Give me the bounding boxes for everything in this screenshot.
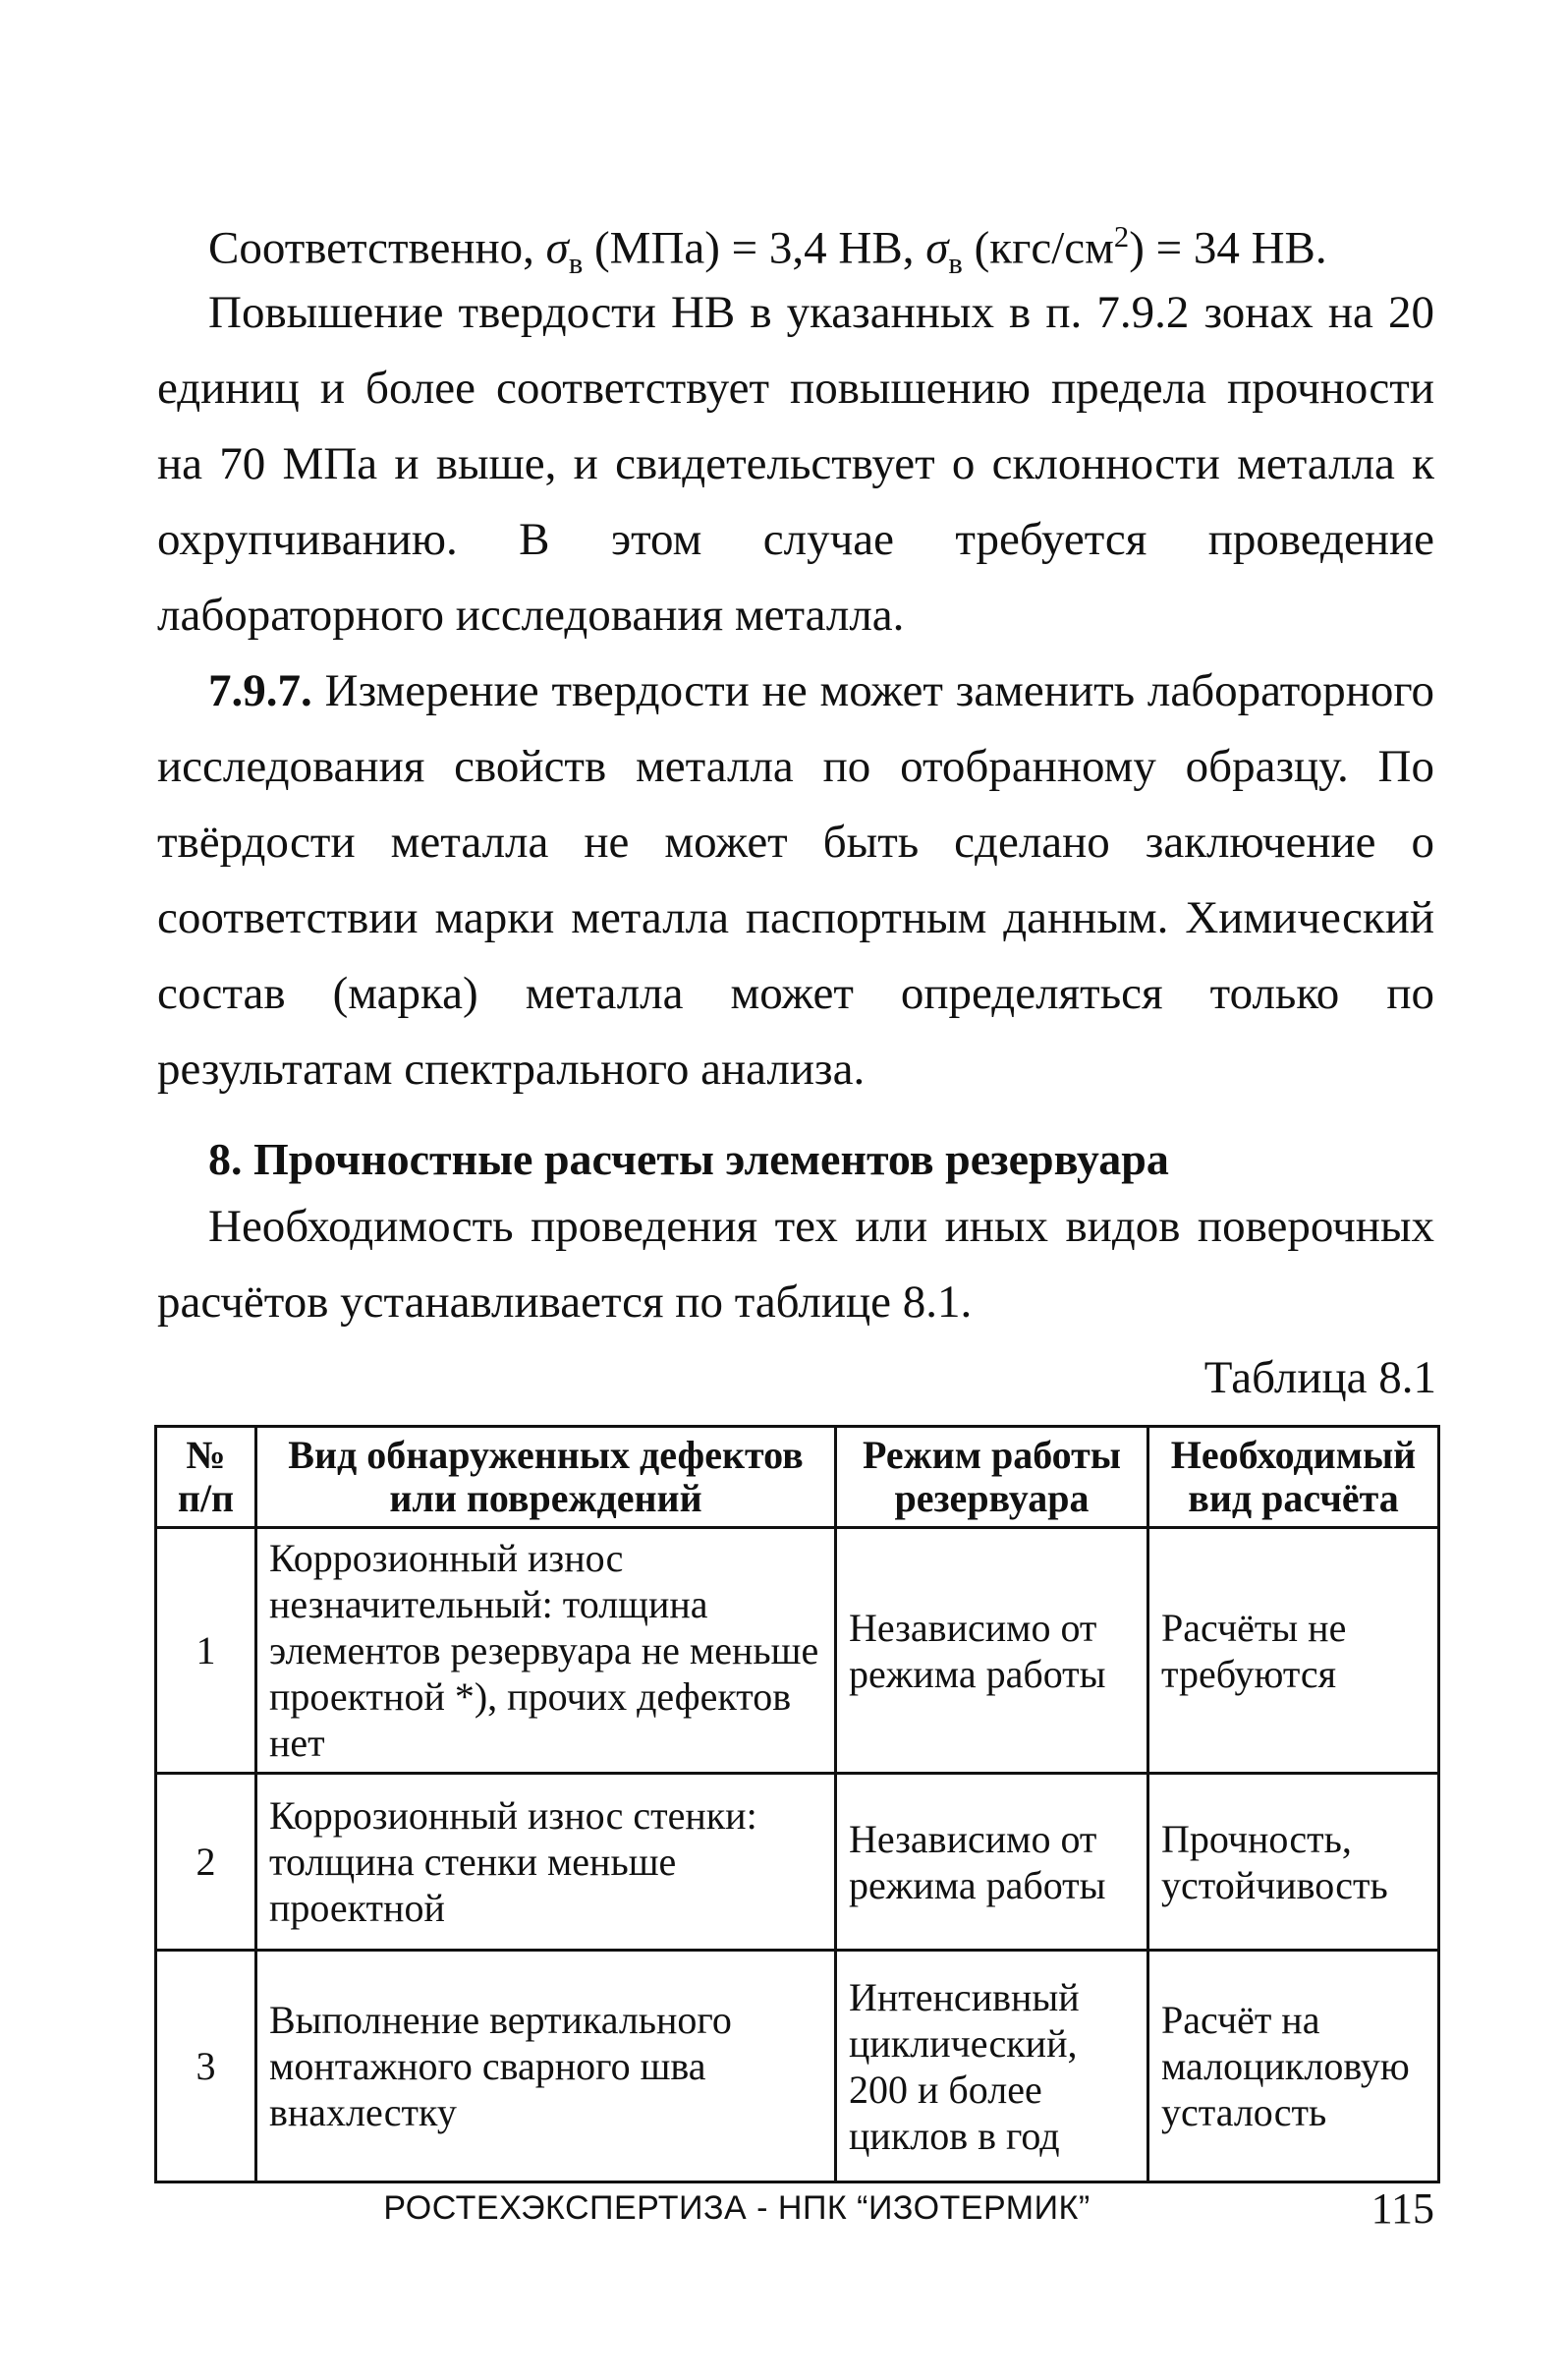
paragraph-table-intro xyxy=(157,1189,1434,1340)
formula-intro: Соответственно, xyxy=(208,222,546,274)
row-number: 1 xyxy=(156,1528,256,1774)
sigma-subscript: в xyxy=(948,247,963,281)
paragraph-7-9-7 xyxy=(157,653,1434,1107)
row-mode: Независимо от режима работы xyxy=(836,1528,1148,1774)
row-defect: Коррозионный износ стенки: толщина стенки меньше проектной xyxy=(256,1774,836,1951)
row-calc: Расчёт на малоцикловую усталость xyxy=(1148,1951,1439,2182)
row-number: 3 xyxy=(156,1951,256,2182)
header-number: № п/п xyxy=(156,1427,256,1528)
header-calculation-type: Необходимый вид расчёта xyxy=(1148,1427,1439,1528)
table-row xyxy=(156,1951,1439,2182)
sigma-symbol: σ xyxy=(545,222,569,274)
header-defect-type: Вид обнаруженных дефектов или повреждений xyxy=(256,1427,836,1528)
formula-mpa: (МПа) = 3,4 НВ, xyxy=(583,222,926,274)
table-header-row xyxy=(156,1427,1439,1528)
sigma-subscript: в xyxy=(568,247,584,281)
page-number: 115 xyxy=(1370,2184,1434,2233)
row-defect: Выполнение вертикального монтажного сварного шва внахлестку xyxy=(256,1951,836,2182)
footer-organization: РОСТЕХЭКСПЕРТИЗА - НПК “ИЗОТЕРМИК” xyxy=(383,2189,1091,2227)
clause-number: 7.9.7. xyxy=(208,665,312,716)
formula-kgs: (кгс/см xyxy=(962,222,1114,274)
sigma-symbol: σ xyxy=(925,222,949,274)
header-operation-mode: Режим работы резервуара xyxy=(836,1427,1148,1528)
row-mode: Независимо от режима работы xyxy=(836,1774,1148,1951)
calculation-table xyxy=(154,1425,1440,2183)
row-calc: Расчёты не требуются xyxy=(1148,1528,1439,1774)
paragraph-text: Повышение твердости НВ в указанных в п. 7.9.2 зонах на 20 единиц и более соответствует повышению предела прочности на 70 МПа и выше, и свидетельствует о склонности металла к охрупчиванию. В этом случае требуется проведение лабораторного исследования металла. xyxy=(157,287,1434,641)
table-row xyxy=(156,1528,1439,1774)
paragraph-text: Необходимость проведения тех или иных видов поверочных расчётов устанавливается по таблице 8.1. xyxy=(157,1201,1434,1328)
table-caption: Таблица 8.1 xyxy=(1203,1352,1436,1403)
row-defect: Коррозионный износ незначительный: толщина элементов резервуара не меньше проектной *), прочих дефектов нет xyxy=(256,1528,836,1774)
unit-superscript: 2 xyxy=(1113,220,1130,254)
formula-result: ) = 34 НВ. xyxy=(1129,222,1327,274)
row-number: 2 xyxy=(156,1774,256,1951)
section-heading: 8. Прочностные расчеты элементов резервуара xyxy=(208,1134,1169,1184)
row-mode: Интенсивный циклический, 200 и более циклов в год xyxy=(836,1951,1148,2182)
table-row xyxy=(156,1774,1439,1951)
paragraph-hardness-increase xyxy=(157,275,1434,653)
paragraph-text: Измерение твердости не может заменить лабораторного исследования свойств металла по отобранному образцу. По твёрдости металла не может быть сделано заключение о соответствии марки металла паспортным данным. Химический состав (марка) металла может определяться только по результатам спектрального анализа. xyxy=(157,665,1434,1095)
row-calc: Прочность, устойчивость xyxy=(1148,1774,1439,1951)
